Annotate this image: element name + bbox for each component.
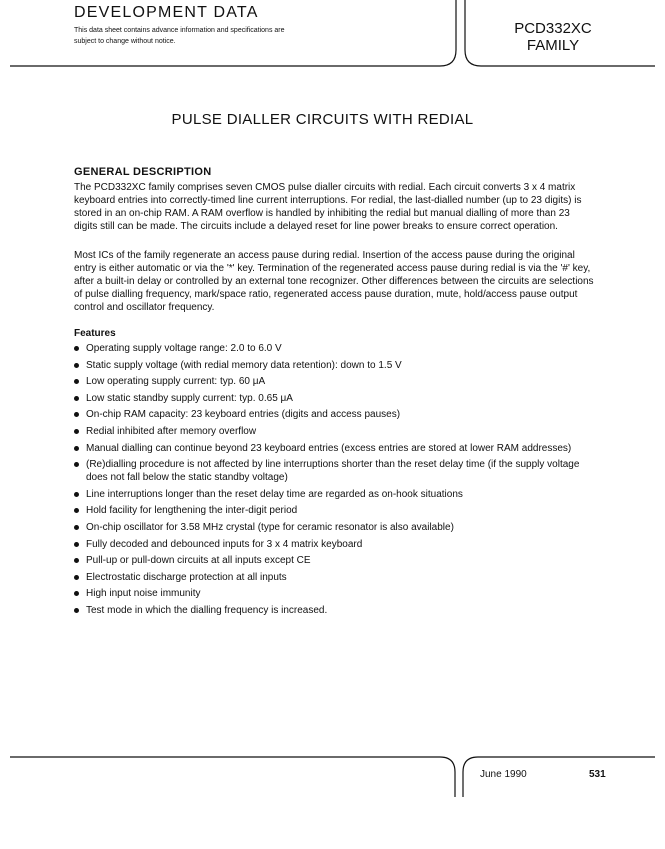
feature-item (74, 359, 594, 372)
features-heading: Features (74, 328, 116, 339)
feature-text: Static supply voltage (with redial memory data retention): down to 1.5 V (86, 359, 402, 371)
bullet-icon (74, 396, 79, 401)
feature-item (74, 504, 594, 517)
bullet-icon (74, 558, 79, 563)
bullet-icon (74, 412, 79, 417)
feature-item (74, 392, 594, 405)
feature-item (74, 587, 594, 600)
bullet-icon (74, 525, 79, 530)
product-code-block (494, 20, 612, 54)
feature-text: Hold facility for lengthening the inter-digit period (86, 505, 298, 517)
bullet-icon (74, 363, 79, 368)
feature-item (74, 554, 594, 567)
feature-item (74, 571, 594, 584)
bullet-icon (74, 346, 79, 351)
feature-item (74, 442, 594, 455)
feature-item (74, 521, 594, 534)
feature-text: Operating supply voltage range: 2.0 to 6.0 V (86, 343, 282, 354)
description-paragraph-1: The PCD332XC family comprises seven CMOS pulse dialler circuits with redial. Each circuit converts 3 x 4 matrix keyboard entries into correctly-timed line current interruptions. For redial, the last-dialled number (up to 23 digits) is stored in an on-chip RAM. A RAM overflow is handled by inhibiting the redial but manual dialling of more than 23 digits still can be made. The circuits include a delayed reset for line power breaks to ensure correct operation. (74, 182, 582, 233)
feature-item (74, 375, 594, 388)
feature-item (74, 425, 594, 438)
feature-text: Manual dialling can continue beyond 23 keyboard entries (excess entries are stored at lower RAM addresses) (86, 442, 572, 454)
bullet-icon (74, 575, 79, 580)
bullet-icon (74, 542, 79, 547)
general-description-heading: GENERAL DESCRIPTION (74, 166, 212, 178)
footer-date: June 1990 (480, 769, 527, 780)
feature-item (74, 458, 594, 484)
bullet-icon (74, 508, 79, 513)
feature-item (74, 342, 594, 355)
features-list (74, 342, 594, 621)
feature-text: Redial inhibited after memory overflow (86, 425, 257, 437)
feature-text: Line interruptions longer than the reset delay time are regarded as on-hook situations (86, 488, 463, 500)
bullet-icon (74, 429, 79, 434)
feature-item (74, 408, 594, 421)
feature-text: Fully decoded and debounced inputs for 3 x 4 matrix keyboard (86, 538, 363, 550)
feature-text: Low static standby supply current: typ. 0.65 μA (86, 392, 293, 404)
product-code: PCD332XC (514, 20, 592, 37)
bullet-icon (74, 608, 79, 613)
feature-text: Pull-up or pull-down circuits at all inputs except CE (86, 555, 311, 567)
feature-text: Test mode in which the dialling frequency is increased. (86, 604, 328, 616)
feature-text: Low operating supply current: typ. 60 μA (86, 376, 266, 388)
bullet-icon (74, 492, 79, 497)
header-notice: This data sheet contains advance information and specifications are subject to change without notice. (74, 27, 285, 45)
bullet-icon (74, 462, 79, 467)
header-title: DEVELOPMENT DATA (74, 4, 259, 21)
feature-item (74, 604, 594, 617)
feature-text: On-chip RAM capacity: 23 keyboard entries (digits and access pauses) (86, 409, 401, 421)
bullet-icon (74, 446, 79, 451)
page-number: 531 (589, 769, 606, 780)
description-paragraph-2: Most ICs of the family regenerate an access pause during redial. Insertion of the access pause during the original entry is either automatic or via the '*' key. Termination of the regenerated access pause during redial is via the '#' key, after a built-in delay or controlled by an external tone recognizer. Other differences between the circuits are selections of pulse dialling frequency, mark/space ratio, regenerated access pause duration, mute, hold/access pause output control and oscillator frequency. (74, 250, 594, 314)
bullet-icon (74, 379, 79, 384)
feature-item (74, 538, 594, 551)
feature-text: Electrostatic discharge protection at all inputs (86, 571, 287, 583)
page-title: PULSE DIALLER CIRCUITS WITH REDIAL (171, 111, 474, 128)
feature-text: (Re)dialling procedure is not affected by line interruptions shorter than the reset delay time (if the supply voltage does not fall below the static standby voltage) (86, 459, 580, 484)
feature-text: High input noise immunity (86, 588, 201, 600)
product-family: FAMILY (526, 37, 580, 54)
feature-item (74, 488, 594, 501)
bullet-icon (74, 591, 79, 596)
feature-text: On-chip oscillator for 3.58 MHz crystal (type for ceramic resonator is also available) (86, 521, 454, 533)
